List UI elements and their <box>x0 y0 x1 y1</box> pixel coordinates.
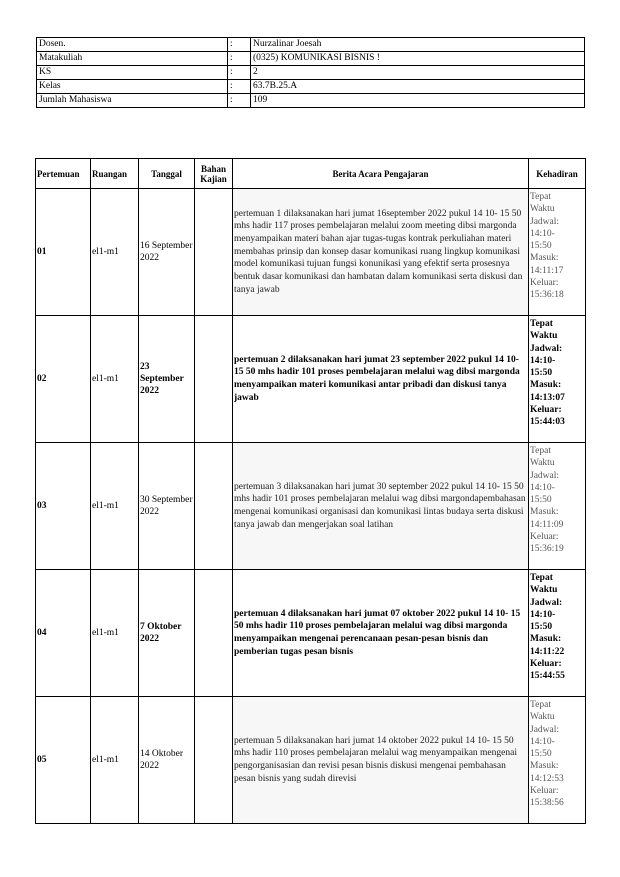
attendance <box>529 570 586 697</box>
table-header-row <box>36 159 586 189</box>
info-label: KS <box>37 66 228 80</box>
table-row <box>36 316 586 443</box>
attendance-line: Waktu <box>530 585 558 596</box>
attendance-line: 15:36:18 <box>530 290 564 301</box>
table-row <box>36 443 586 570</box>
attendance-line: 15:36:19 <box>530 544 564 555</box>
attendance-line: Tepat <box>530 700 551 710</box>
info-label: Kelas <box>37 80 228 94</box>
info-value: 63.7B.25.A <box>251 80 585 94</box>
attendance-line: Keluar: <box>530 278 559 289</box>
info-separator: : <box>228 80 251 94</box>
date: 23 September 2022 <box>139 316 195 443</box>
date: 30 September 2022 <box>139 443 195 570</box>
attendance-line: Tepat <box>530 573 553 583</box>
header-pertemuan: Pertemuan <box>36 159 91 189</box>
meeting-number: 05 <box>36 697 91 824</box>
room: el1-m1 <box>91 697 139 824</box>
attendance-line: Waktu <box>530 204 555 215</box>
info-row-jumlah <box>37 94 585 108</box>
study-material <box>195 570 233 697</box>
header-bahan-kajian: Bahan Kajian <box>195 159 233 189</box>
info-row-kelas <box>37 80 585 94</box>
teaching-report: pertemuan 4 dilaksanakan hari jumat 07 oktober 2022 pukul 14 10- 15 50 mhs hadir 110 proses pembelajaran melalui wag dibsi margonda menyampaikan mengenai perencanaan pesan-pesan bisnis dan pemberian tugas pesan bisnis <box>233 570 529 697</box>
attendance-line: Tepat <box>530 319 553 329</box>
attendance-line: 14:10- <box>530 609 556 620</box>
header-kehadiran: Kehadiran <box>529 159 586 189</box>
attendance <box>529 189 586 316</box>
meeting-number: 03 <box>36 443 91 570</box>
attendance-line: Keluar: <box>530 405 562 416</box>
attendance-line: Waktu <box>530 458 555 469</box>
attendance-line: Masuk: <box>530 380 562 391</box>
info-row-dosen <box>37 38 585 52</box>
attendance-line: Jadwal: <box>530 597 563 608</box>
study-material <box>195 316 233 443</box>
attendance-line: 14:11:17 <box>530 265 564 276</box>
attendance-line: 14:10- <box>530 355 556 366</box>
attendance-line: 14:10- <box>530 228 555 239</box>
date: 14 Oktober 2022 <box>139 697 195 824</box>
attendance <box>529 316 586 443</box>
info-label: Jumlah Mahasiswa <box>37 94 228 108</box>
room: el1-m1 <box>91 443 139 570</box>
attendance-line: Masuk: <box>530 253 559 264</box>
info-separator: : <box>228 38 251 52</box>
attendance-line: 14:11:09 <box>530 519 564 530</box>
teaching-report: pertemuan 5 dilaksanakan hari jumat 14 oktober 2022 pukul 14 10- 15 50 mhs hadir 110 proses pembelajaran melalui wag menyampaikan mengenai pengorganisasian dan revisi pesan bisnis diskusi mengenai pembahasan pesan bisnis yang sudah direvisi <box>233 697 529 824</box>
attendance-line: Jadwal: <box>530 470 560 481</box>
attendance-line: 14:11:22 <box>530 646 565 657</box>
attendance-line: 14:10- <box>530 482 555 493</box>
attendance-line: 15:50 <box>530 368 553 379</box>
study-material <box>195 189 233 316</box>
attendance-line: 14:10- <box>530 736 555 747</box>
date: 7 Oktober 2022 <box>139 570 195 697</box>
teaching-report: pertemuan 1 dilaksanakan hari jumat 16september 2022 pukul 14 10- 15 50 mhs hadir 117 proses pembelajaran melalui zoom meeting dibsi margonda menyampaikan materi bahan ajar tugas-tugas kontrak perkuliahan materi membahas prinsip dan konsep dasar komunikasi ruang lingkup komunikasi model komunikasi tujuan fungsi konunikasi yang efektif serta prosesnya bentuk dasar komunikasi dan hambatan dalam komunikasi serta diskusi dan tanya jawab <box>233 189 529 316</box>
attendance-line: Jadwal: <box>530 724 560 735</box>
attendance <box>529 443 586 570</box>
room: el1-m1 <box>91 316 139 443</box>
table-row <box>36 189 586 316</box>
attendance-line: 14:12:53 <box>530 773 564 784</box>
info-separator: : <box>228 66 251 80</box>
info-row-matakuliah <box>37 52 585 66</box>
attendance-line: Masuk: <box>530 507 559 518</box>
study-material <box>195 443 233 570</box>
meeting-number: 02 <box>36 316 91 443</box>
attendance-line: Jadwal: <box>530 216 560 227</box>
attendance-line: Keluar: <box>530 786 559 797</box>
info-separator: : <box>228 52 251 66</box>
attendance-line: 15:44:55 <box>530 671 565 682</box>
room: el1-m1 <box>91 189 139 316</box>
attendance-line: Waktu <box>530 331 558 342</box>
attendance-line: Waktu <box>530 712 555 723</box>
date: 16 September 2022 <box>139 189 195 316</box>
attendance-line: 15:50 <box>530 749 552 760</box>
attendance-line: Keluar: <box>530 532 559 543</box>
lecturer-info-table <box>36 37 585 108</box>
attendance-line: 15:50 <box>530 622 553 633</box>
attendance-line: Masuk: <box>530 634 562 645</box>
attendance-line: Tepat <box>530 446 551 456</box>
attendance-line: Keluar: <box>530 659 562 670</box>
info-value: Nurzalinar Joesah <box>251 38 585 52</box>
header-tanggal: Tanggal <box>139 159 195 189</box>
header-ruangan: Ruangan <box>91 159 139 189</box>
info-value: 109 <box>251 94 585 108</box>
attendance-line: Jadwal: <box>530 343 563 354</box>
attendance-line: 14:13:07 <box>530 392 565 403</box>
teaching-log-table <box>35 158 586 824</box>
meeting-number: 01 <box>36 189 91 316</box>
attendance <box>529 697 586 824</box>
meeting-number: 04 <box>36 570 91 697</box>
attendance-line: Tepat <box>530 192 551 202</box>
table-row <box>36 697 586 824</box>
attendance-line: 15:44:03 <box>530 417 565 428</box>
info-separator: : <box>228 94 251 108</box>
teaching-report: pertemuan 2 dilaksanakan hari jumat 23 september 2022 pukul 14 10- 15 50 mhs hadir 101 proses pembelajaran melalui wag dibsi margonda menyampaikan materi komunikasi antar pribadi dan diskusi tanya jawab <box>233 316 529 443</box>
info-row-ks <box>37 66 585 80</box>
table-row <box>36 570 586 697</box>
attendance-line: 15:38:56 <box>530 798 564 809</box>
attendance-line: Masuk: <box>530 761 559 772</box>
attendance-line: 15:50 <box>530 241 552 252</box>
teaching-report: pertemuan 3 dilaksanakan hari jumat 30 september 2022 pukul 14 10- 15 50 mhs hadir 101 proses pembelajaran melalui wag dibsi margondapembahasan mengenai komunikasi organisasi dan komunikasi lintas budaya serta diskusi tanya jawab dan mengerjakan soal latihan <box>233 443 529 570</box>
info-value: 2 <box>251 66 585 80</box>
room: el1-m1 <box>91 570 139 697</box>
info-value: (0325) KOMUNIKASI BISNIS ! <box>251 52 585 66</box>
info-label: Matakuliah <box>37 52 228 66</box>
info-label: Dosen. <box>37 38 228 52</box>
attendance-line: 15:50 <box>530 495 552 506</box>
study-material <box>195 697 233 824</box>
header-berita-acara: Berita Acara Pengajaran <box>233 159 529 189</box>
